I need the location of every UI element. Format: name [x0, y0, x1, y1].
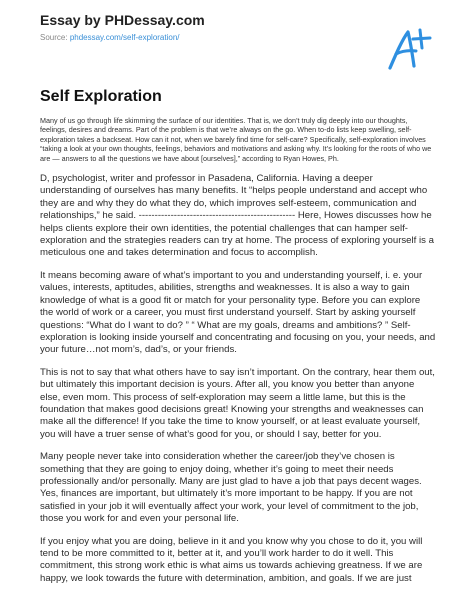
- body-paragraph: It means becoming aware of what’s important to you and understanding yourself, i. e. your values, interests, aptitudes, abilities, strengths and weaknesses. It is also a way to gain knowledge of what is a good fit or match for your personality type. Before you can explore the world of work or a career, you must first understand yourself. Start by asking yourself questions: “What do I want to do? ” “ What are my goals, dreams and ambitions? ” Self-exploration is looking inside yourself and concentrating and focusing on you, your needs, and your future…not mom’s, dad’s, or your friends.: [40, 269, 436, 356]
- source-line: [40, 33, 434, 42]
- body-paragraph: D, psychologist, writer and professor in Pasadena, California. Having a deeper understanding of ourselves has many benefits. It “helps people understand and accept who they are and why they do what they do, which improves self-esteem, communication and relationships,” he said. ------------------------------------------------- Here, Howes discusses how he helps clients explore their own identities, the potential challenges that can hamper self-exploration and the strategies readers can try at home. The process of exploring yourself is a meticulous one and takes determination and focus to accomplish.: [40, 173, 434, 259]
- body-paragraph: This is not to say that what others have to say isn’t important. On the contrary, hear them out, but ultimately this important decision is yours. After all, you know you better than anyone else, even mom. This process of self-exploration may seem a little lame, but this is the foundation that makes good decisions great! Knowing your strengths and weaknesses can make all the difference! If you take the time to know yourself, or at least evaluate yourself, you will have a truer sense of what’s good for you, or should I say, better for you.: [40, 366, 435, 440]
- brand-title: Essay by PHDessay.com: [40, 12, 205, 28]
- intro-paragraph: Many of us go through life skimming the surface of our identities. That is, we don’t truly dig deeply into our thoughts, feelings, desires and dreams. Part of the problem is that we’re always on the go. When to-do lists keep swelling, self-exploration takes a backseat. How can it not, when we barely find time for self-care? Specifically, self-exploration involves “taking a look at your own thoughts, feelings, behaviors and motivations and asking why. It’s looking for the roots of who we are — answers to all the questions we have about [ourselves],” according to Ryan Howes, Ph.: [40, 116, 432, 163]
- body-paragraph: Many people never take into consideration whether the career/job they’ve chosen is something that they are going to enjoy doing, whether it’s going to meet their needs professionally and/or personally. Many are just glad to have a job that pays decent wages. Yes, finances are important, but ultimately it’s more important to be happy. If you are not satisfied in your job it will eventually affect your work, your level of commitment to the job, those you work for and even your personal life.: [40, 451, 422, 525]
- source-link[interactable]: phdessay.com/self-exploration/: [69, 33, 180, 42]
- body-paragraph: If you enjoy what you are doing, believe in it and you know why you chose to do it, you will tend to be more committed to it, better at it, and you’ll work harder to do it well. This commitment, this strong work ethic is what aims us towards achieving greatness. If we are happy, we look towards the future with determination, ambition, and goals. If we are just: [40, 535, 423, 584]
- essay-body: [40, 116, 436, 595]
- a-plus-logo-icon: [384, 24, 436, 76]
- essay-header: [40, 12, 434, 42]
- source-label: Source:: [40, 33, 68, 42]
- essay-title: Self Exploration: [40, 88, 162, 105]
